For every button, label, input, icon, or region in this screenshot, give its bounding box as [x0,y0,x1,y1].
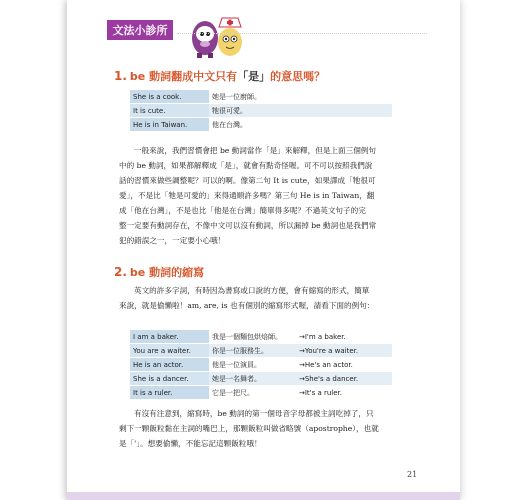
paragraph-line: 話的習慣來做些調整呢？可以的啊。像第二句 It is cute，如果譯成「牠很可 [119,176,376,185]
section2-title: be 動詞的縮寫 [129,266,205,279]
paragraph-line: 來說，就是偷懶啦！am, are, is 也有個別的縮寫形式喔，請看下面的例句： [119,301,375,310]
section2-number: 2. [114,265,127,279]
example-english: He is an actor. [130,358,209,372]
section2-examples-table [130,330,392,400]
section1-title-suffix: 的意思嗎？ [270,70,326,83]
header-divider [177,33,427,34]
page-number: 21 [407,470,418,479]
paragraph-line: 成「他在台灣」，不是也比「他是在台灣」簡單得多呢？不過英文句子的完 [119,206,366,215]
table-row [130,358,392,372]
example-english: He is in Taiwan. [130,118,209,132]
section2-heading [114,264,204,280]
section1-paragraph [119,143,421,248]
example-english: It is cute. [130,104,209,118]
example-contracted: →She's a dancer. [296,372,392,386]
section1-examples-table [130,90,392,132]
paragraph-line: 整一定要有動詞存在，不像中文可以沒有動詞，所以漏掉 be 動詞也是我們常 [119,221,377,230]
example-chinese: 它是一把尺。 [209,386,296,400]
example-contracted: →You're a waiter. [296,344,392,358]
section1-title-prefix: be 動詞翻成中文只有 [129,70,238,83]
table-row [130,104,392,118]
paragraph-line: 愛」，不是比「牠是可愛的」來得通順許多嗎？第三句 He is in Taiwan，翻 [119,191,375,200]
table-row [130,344,392,358]
paragraph-line: 是「'」。想要偷懶，不能忘記這顆飯粒哦！ [119,439,262,448]
example-chinese: 她是一位廚師。 [209,90,392,104]
paragraph-line: 有沒有注意到，縮寫時，be 動詞的第一個母音字母都被主詞吃掉了，只 [134,409,374,418]
example-chinese: 他在台灣。 [209,118,392,132]
mascot-illustration [185,8,249,60]
example-contracted: →I'm a baker. [296,330,392,344]
table-row [130,330,392,344]
example-english: She is a cook. [130,90,209,104]
table-row [130,386,392,400]
section2-closing [119,406,421,451]
example-english: It is a ruler. [130,386,209,400]
section1-title-quote: 「是」 [237,70,271,83]
example-english: She is a dancer. [130,372,209,386]
example-chinese: 她是一名舞者。 [209,372,296,386]
book-page [67,0,460,500]
example-english: I am a baker. [130,330,209,344]
paragraph-line: 中的 be 動詞，如果都解釋成「是」，就會有點奇怪喔。可不可以按照我們說 [119,161,373,170]
section1-number: 1. [114,69,127,83]
section1-heading [114,68,325,84]
paragraph-line: 剩下一顆飯粒黏在主詞的嘴巴上，那顆飯粒叫做省略號（apostrophe），也就 [119,424,379,433]
example-contracted: →He's an actor. [296,358,392,372]
footer-bar [67,492,460,500]
example-chinese: 我是一個麵包烘焙師。 [209,330,296,344]
section2-paragraph [119,283,421,313]
paragraph-line: 犯的錯誤之一，一定要小心哦！ [119,236,226,245]
table-row [130,90,392,104]
section-tag [107,20,173,40]
example-chinese: 他是一位演員。 [209,358,296,372]
example-contracted: →It's a ruler. [296,386,392,400]
paragraph-line: 英文的許多字詞，有時因為書寫或口說的方便，會有縮寫的形式，簡單 [134,286,370,295]
table-row [130,118,392,132]
paragraph-line: 一般來說，我們習慣會把 be 動詞當作「是」來解釋，但是上面三個例句 [134,146,376,155]
example-english: You are a waiter. [130,344,209,358]
example-chinese: 牠很可愛。 [209,104,392,118]
section-tag-label: 文法小診所 [112,24,168,37]
table-row [130,372,392,386]
example-chinese: 你是一位服務生。 [209,344,296,358]
